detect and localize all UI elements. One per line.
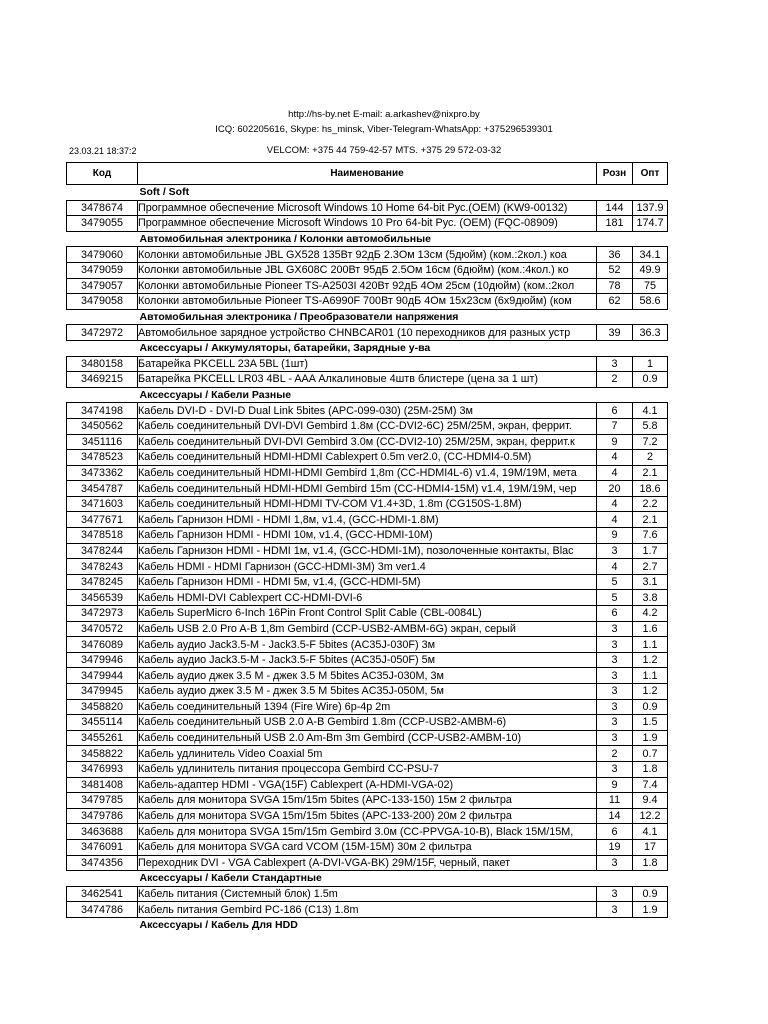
product-code: 3458820	[67, 699, 138, 715]
product-name: Колонки автомобильные Pioneer TS-A2503I 420Вт 92дБ 4Ом 25см (10дюйм) (ком.:2кол	[138, 278, 597, 294]
column-header-retail-price: Розн	[597, 163, 633, 185]
wholesale-price: 1.7	[633, 543, 668, 559]
table-row	[67, 761, 668, 777]
product-code: 3477671	[67, 512, 138, 528]
retail-price: 7	[597, 418, 633, 434]
table-row	[67, 512, 668, 528]
header-contacts-phones: VELCOM: +375 44 759-42-57 MTS. +375 29 572-03-32	[266, 145, 502, 156]
category-spacer	[67, 917, 138, 932]
table-row	[67, 434, 668, 450]
wholesale-price: 0.9	[633, 372, 668, 388]
product-code: 3454787	[67, 481, 138, 497]
retail-price: 5	[597, 574, 633, 590]
wholesale-price: 75	[633, 278, 668, 294]
table-row	[67, 606, 668, 622]
product-code: 3462541	[67, 886, 138, 902]
table-row	[67, 278, 668, 294]
wholesale-price: 58.6	[633, 294, 668, 310]
table-row	[67, 746, 668, 762]
product-name: Кабель соединительный DVI-DVI Gembird 1.8м (CC-DVI2-6C) 25M/25M, экран, феррит.	[138, 418, 597, 434]
product-name: Кабель соединительный HDMI-HDMI Cablexpert 0.5m ver2.0, (CC-HDMI4-0.5M)	[138, 450, 597, 466]
product-code: 3456539	[67, 590, 138, 606]
product-name: Кабель DVI-D - DVI-D Dual Link 5bites (APC-099-030) (25M-25M) 3м	[138, 403, 597, 419]
product-code: 3474356	[67, 855, 138, 871]
product-name: Кабель Гарнизон HDMI - HDMI 5м, v1.4, (GCC-HDMI-5M)	[138, 574, 597, 590]
product-code: 3471603	[67, 496, 138, 512]
product-code: 3450562	[67, 418, 138, 434]
category-spacer	[67, 340, 138, 356]
category-title: Аксессуары / Кабель Для HDD	[139, 919, 298, 932]
table-row	[67, 886, 668, 902]
product-code: 3469215	[67, 372, 138, 388]
retail-price: 9	[597, 434, 633, 450]
retail-price: 4	[597, 450, 633, 466]
table-row	[67, 496, 668, 512]
product-code: 3472972	[67, 325, 138, 341]
category-row	[67, 387, 668, 403]
table-row	[67, 808, 668, 824]
product-name: Кабель для монитора SVGA 15m/15m 5bites (APC-133-150) 15м 2 фильтра	[138, 793, 597, 809]
category-title: Автомобильная электроника / Колонки автомобильные	[139, 233, 431, 246]
wholesale-price: 5.8	[633, 418, 668, 434]
category-spacer	[67, 185, 138, 201]
product-name: Кабель удлинитель питания процессора Gembird CC-PSU-7	[138, 761, 597, 777]
table-row	[67, 372, 668, 388]
category-title: Аксессуары / Кабели Разные	[139, 389, 292, 402]
table-row	[67, 450, 668, 466]
category-spacer	[67, 309, 138, 325]
product-code: 3478245	[67, 574, 138, 590]
product-name: Колонки автомобильные JBL GX608C 200Вт 95дБ 2.5Ом 16см (6дюйм) (ком.:4кол.) ко	[138, 262, 597, 278]
category-row	[67, 871, 668, 887]
table-row	[67, 481, 668, 497]
product-code: 3476993	[67, 761, 138, 777]
retail-price: 3	[597, 902, 633, 918]
wholesale-price: 12.2	[633, 808, 668, 824]
category-title: Soft / Soft	[139, 186, 190, 199]
retail-price: 3	[597, 761, 633, 777]
product-name: Кабель Гарнизон HDMI - HDMI 1м, v1.4, (GCC-HDMI-1M), позолоченные контакты, Blac	[138, 543, 597, 559]
retail-price: 78	[597, 278, 633, 294]
product-code: 3478523	[67, 450, 138, 466]
product-name: Батарейка PKCELL LR03 4BL - AAA Алкалиновые 4штв блистере (цена за 1 шт)	[138, 372, 597, 388]
product-name: Кабель аудио Jack3.5-M - Jack3.5-F 5bites (AC35J-030F) 3м	[138, 637, 597, 653]
wholesale-price: 7.2	[633, 434, 668, 450]
wholesale-price: 9.4	[633, 793, 668, 809]
retail-price: 181	[597, 216, 633, 232]
table-row	[67, 403, 668, 419]
table-row	[67, 465, 668, 481]
product-code: 3479057	[67, 278, 138, 294]
wholesale-price: 1	[633, 356, 668, 372]
retail-price: 3	[597, 356, 633, 372]
table-row	[67, 528, 668, 544]
product-code: 3479058	[67, 294, 138, 310]
table-row	[67, 543, 668, 559]
retail-price: 3	[597, 621, 633, 637]
product-code: 3458822	[67, 746, 138, 762]
retail-price: 14	[597, 808, 633, 824]
retail-price: 9	[597, 777, 633, 793]
product-code: 3479946	[67, 652, 138, 668]
table-row	[67, 418, 668, 434]
retail-price: 3	[597, 637, 633, 653]
product-code: 3478518	[67, 528, 138, 544]
table-row	[67, 294, 668, 310]
product-name: Кабель аудио джек 3.5 М - джек 3.5 М 5bites AC35J-030M, 3м	[138, 668, 597, 684]
table-row	[67, 574, 668, 590]
table-row	[67, 793, 668, 809]
retail-price: 4	[597, 496, 633, 512]
retail-price: 5	[597, 590, 633, 606]
product-code: 3479786	[67, 808, 138, 824]
wholesale-price: 3.8	[633, 590, 668, 606]
retail-price: 20	[597, 481, 633, 497]
wholesale-price: 1.8	[633, 855, 668, 871]
price-table-header	[67, 163, 668, 185]
product-code: 3455114	[67, 715, 138, 731]
product-name: Кабель соединительный USB 2.0 Am-Bm 3m Gembird (CCP-USB2-AMBM-10)	[138, 730, 597, 746]
product-name: Переходник DVI - VGA Cablexpert (A-DVI-VGA-BK) 29M/15F, черный, пакет	[138, 855, 597, 871]
retail-price: 36	[597, 247, 633, 263]
wholesale-price: 7.4	[633, 777, 668, 793]
product-name: Кабель Гарнизон HDMI - HDMI 10м, v1.4, (GCC-HDMI-10M)	[138, 528, 597, 544]
category-title: Аксессуары / Аккумуляторы, батарейки, Зарядные у-ва	[139, 342, 431, 355]
column-header-name: Наименование	[138, 163, 597, 185]
wholesale-price: 4.1	[633, 824, 668, 840]
wholesale-price: 1.5	[633, 715, 668, 731]
category-spacer	[67, 387, 138, 403]
retail-price: 52	[597, 262, 633, 278]
product-name: Кабель Гарнизон HDMI - HDMI 1,8м, v1.4, (GCC-HDMI-1.8M)	[138, 512, 597, 528]
category-title: Автомобильная электроника / Преобразователи напряжения	[139, 311, 459, 324]
category-row	[67, 231, 668, 247]
retail-price: 6	[597, 403, 633, 419]
product-code: 3478244	[67, 543, 138, 559]
wholesale-price: 7.6	[633, 528, 668, 544]
product-name: Кабель аудио джек 3.5 М - джек 3.5 М 5bites AC35J-050M, 5м	[138, 684, 597, 700]
wholesale-price: 1.9	[633, 730, 668, 746]
wholesale-price: 18.6	[633, 481, 668, 497]
retail-price: 6	[597, 606, 633, 622]
wholesale-price: 17	[633, 839, 668, 855]
table-row	[67, 652, 668, 668]
product-code: 3455261	[67, 730, 138, 746]
product-name: Кабель для монитора SVGA 15m/15m Gembird 3.0м (CC-PPVGA-10-B), Black 15M/15M,	[138, 824, 597, 840]
retail-price: 4	[597, 512, 633, 528]
wholesale-price: 3.1	[633, 574, 668, 590]
category-title: Аксессуары / Кабели Стандартные	[139, 872, 322, 885]
product-code: 3479944	[67, 668, 138, 684]
wholesale-price: 0.9	[633, 886, 668, 902]
table-row	[67, 777, 668, 793]
product-name: Программное обеспечение Microsoft Windows 10 Home 64-bit Рус.(OEM) (KW9-00132)	[138, 200, 597, 216]
product-code: 3479059	[67, 262, 138, 278]
product-code: 3479060	[67, 247, 138, 263]
table-row	[67, 839, 668, 855]
product-name: Кабель-адаптер HDMI - VGA(15F) Cablexpert (A-HDMI-VGA-02)	[138, 777, 597, 793]
table-row	[67, 247, 668, 263]
product-name: Кабель аудио Jack3.5-M - Jack3.5-F 5bites (AC35J-050F) 5м	[138, 652, 597, 668]
wholesale-price: 34.1	[633, 247, 668, 263]
product-name: Кабель HDMI - HDMI Гарнизон (GCC-HDMI-3M) 3m ver1.4	[138, 559, 597, 575]
wholesale-price: 4.1	[633, 403, 668, 419]
product-name: Колонки автомобильные Pioneer TS-A6990F 700Вт 90дБ 4Ом 15x23см (6x9дюйм) (ком	[138, 294, 597, 310]
header-row	[67, 163, 668, 185]
category-row	[67, 917, 668, 932]
wholesale-price: 0.7	[633, 746, 668, 762]
header-contacts-web-email: http://hs-by.net E-mail: a.arkashev@nixpro.by	[288, 109, 480, 120]
table-row	[67, 902, 668, 918]
table-row	[67, 621, 668, 637]
product-name: Автомобильное зарядное устройство CHNBCAR01 (10 переходников для разных устр	[138, 325, 597, 341]
retail-price: 39	[597, 325, 633, 341]
retail-price: 6	[597, 824, 633, 840]
category-row	[67, 309, 668, 325]
wholesale-price: 1.8	[633, 761, 668, 777]
column-header-wholesale-price: Опт	[633, 163, 668, 185]
retail-price: 3	[597, 652, 633, 668]
category-row	[67, 185, 668, 201]
retail-price: 2	[597, 372, 633, 388]
product-name: Кабель соединительный HDMI-HDMI Gembird 15m (CC-HDMI4-15M) v1.4, 19M/19M, чер	[138, 481, 597, 497]
retail-price: 62	[597, 294, 633, 310]
product-name: Кабель USB 2.0 Pro A-B 1,8m Gembird (CCP-USB2-AMBM-6G) экран, серый	[138, 621, 597, 637]
retail-price: 2	[597, 746, 633, 762]
product-code: 3481408	[67, 777, 138, 793]
retail-price: 3	[597, 684, 633, 700]
document-date: 23.03.21 18:37:2	[69, 146, 137, 156]
table-row	[67, 559, 668, 575]
product-name: Колонки автомобильные JBL GX528 135Вт 92дБ 2.3Ом 13см (5дюйм) (ком.:2кол.) коа	[138, 247, 597, 263]
product-code: 3451116	[67, 434, 138, 450]
table-row	[67, 699, 668, 715]
wholesale-price: 4.2	[633, 606, 668, 622]
table-row	[67, 730, 668, 746]
retail-price: 9	[597, 528, 633, 544]
product-code: 3476089	[67, 637, 138, 653]
wholesale-price: 1.1	[633, 668, 668, 684]
wholesale-price: 0.9	[633, 699, 668, 715]
retail-price: 3	[597, 855, 633, 871]
product-name: Кабель для монитора SVGA 15m/15m 5bites (APC-133-200) 20м 2 фильтра	[138, 808, 597, 824]
retail-price: 4	[597, 559, 633, 575]
product-code: 3463688	[67, 824, 138, 840]
product-code: 3472973	[67, 606, 138, 622]
table-row	[67, 684, 668, 700]
product-name: Кабель для монитора SVGA card VCOM (15M-15M) 30м 2 фильтра	[138, 839, 597, 855]
product-name: Кабель удлинитель Video Coaxial 5m	[138, 746, 597, 762]
product-name: Кабель SuperMicro 6-Inch 16Pin Front Control Split Cable (CBL-0084L)	[138, 606, 597, 622]
retail-price: 3	[597, 715, 633, 731]
product-name: Кабель питания (Системный блок) 1.5m	[138, 886, 597, 902]
product-code: 3479945	[67, 684, 138, 700]
table-row	[67, 824, 668, 840]
wholesale-price: 36.3	[633, 325, 668, 341]
product-code: 3470572	[67, 621, 138, 637]
column-header-code: Код	[67, 163, 138, 185]
category-spacer	[67, 871, 138, 887]
table-row	[67, 715, 668, 731]
product-name: Кабель питания Gembird PC-186 (C13) 1.8m	[138, 902, 597, 918]
table-row	[67, 590, 668, 606]
product-name: Программное обеспечение Microsoft Windows 10 Pro 64-bit Рус. (OEM) (FQC-08909)	[138, 216, 597, 232]
table-row	[67, 356, 668, 372]
product-code: 3480158	[67, 356, 138, 372]
table-row	[67, 637, 668, 653]
table-row	[67, 855, 668, 871]
product-code: 3473362	[67, 465, 138, 481]
retail-price: 3	[597, 699, 633, 715]
product-code: 3478243	[67, 559, 138, 575]
wholesale-price: 2	[633, 450, 668, 466]
product-name: Кабель соединительный 1394 (Fire Wire) 6p-4p 2m	[138, 699, 597, 715]
retail-price: 3	[597, 668, 633, 684]
table-row	[67, 216, 668, 232]
product-name: Кабель соединительный USB 2.0 A-B Gembird 1.8m (CCP-USB2-AMBM-6)	[138, 715, 597, 731]
retail-price: 144	[597, 200, 633, 216]
wholesale-price: 2.7	[633, 559, 668, 575]
product-name: Кабель соединительный DVI-DVI Gembird 3.0м (CC-DVI2-10) 25M/25M, экран, феррит.к	[138, 434, 597, 450]
product-code: 3476091	[67, 839, 138, 855]
header-contacts-messengers: ICQ: 602205616, Skype: hs_minsk, Viber-Telegram-WhatsApp: +375296539301	[215, 124, 553, 135]
wholesale-price: 2.1	[633, 512, 668, 528]
retail-price: 3	[597, 543, 633, 559]
price-table-body	[67, 185, 668, 933]
wholesale-price: 137.9	[633, 200, 668, 216]
wholesale-price: 1.2	[633, 684, 668, 700]
wholesale-price: 49.9	[633, 262, 668, 278]
retail-price: 11	[597, 793, 633, 809]
price-table	[66, 162, 668, 933]
retail-price: 3	[597, 730, 633, 746]
wholesale-price: 174.7	[633, 216, 668, 232]
table-row	[67, 668, 668, 684]
product-name: Кабель соединительный HDMI-HDMI TV-COM V1.4+3D, 1.8m (CG150S-1.8M)	[138, 496, 597, 512]
table-row	[67, 262, 668, 278]
product-code: 3478674	[67, 200, 138, 216]
product-name: Кабель HDMI-DVI Cablexpert CC-HDMI-DVI-6	[138, 590, 597, 606]
category-spacer	[67, 231, 138, 247]
retail-price: 4	[597, 465, 633, 481]
product-code: 3474786	[67, 902, 138, 918]
retail-price: 19	[597, 839, 633, 855]
table-row	[67, 200, 668, 216]
wholesale-price: 1.1	[633, 637, 668, 653]
product-name: Кабель соединительный HDMI-HDMI Gembird 1,8m (CC-HDMI4L-6) v1.4, 19M/19M, мета	[138, 465, 597, 481]
product-code: 3479055	[67, 216, 138, 232]
product-code: 3474198	[67, 403, 138, 419]
wholesale-price: 2.2	[633, 496, 668, 512]
wholesale-price: 1.9	[633, 902, 668, 918]
table-row	[67, 325, 668, 341]
wholesale-price: 2.1	[633, 465, 668, 481]
product-code: 3479785	[67, 793, 138, 809]
wholesale-price: 1.2	[633, 652, 668, 668]
wholesale-price: 1.6	[633, 621, 668, 637]
category-row	[67, 340, 668, 356]
product-name: Батарейка PKCELL 23A 5BL (1шт)	[138, 356, 597, 372]
retail-price: 3	[597, 886, 633, 902]
